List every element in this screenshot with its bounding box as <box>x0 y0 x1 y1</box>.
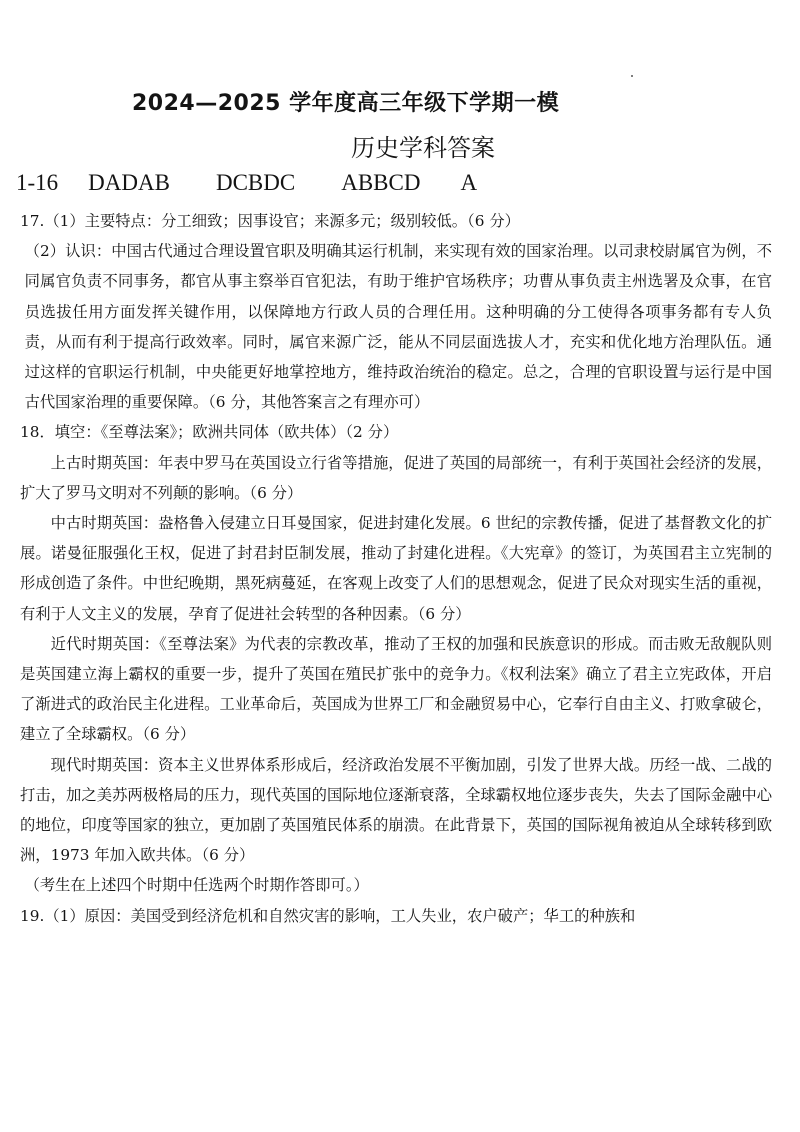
page-title: 2024—2025 学年度高三年级下学期一模 <box>132 91 560 116</box>
mcq-group-3: ABBCD <box>341 170 421 195</box>
answer-content <box>20 206 772 931</box>
q18-medieval: 中古时期英国：盎格鲁入侵建立日耳曼国家，促进封建化发展。6 世纪的宗教传播，促进了基督教文化的扩展。诺曼征服强化王权，促进了封君封臣制发展，推动了封建化进程。《大宪章》的签订，为英国君主立宪制的形成创造了条件。中世纪晚期，黑死病蔓延，在客观上改变了人们的思想观念，促进了民众对现实生活的重视，有利于人文主义的发展，孕育了促进社会转型的各种因素。（6 分） <box>20 514 772 623</box>
mcq-group-2: DCBDC <box>215 170 296 195</box>
q18-ancient: 上古时期英国：年表中罗马在英国设立行省等措施，促进了英国的局部统一，有利于英国社会经济的发展，扩大了罗马文明对不列颠的影响。（6 分） <box>20 453 772 502</box>
q17-part1: 17.（1）主要特点：分工细致；因事设官；来源多元；级别较低。（6 分） <box>20 212 520 230</box>
scan-speck <box>631 75 633 77</box>
q17-part2: （2）认识：中国古代通过合理设置官职及明确其运行机制，来实现有效的国家治理。以司隶校尉属官为例，不同属官负责不同事务，都官从事主察举百官犯法，有助于维护官场秩序；功曹从事负责主州选署及众事，在官员选拔任用方面发挥关键作用，以保障地方行政人员的合理任用。这种明确的分工使得各项事务都有专人负责，从而有利于提高行政效率。同时，属官来源广泛，能从不同层面选拔人才，充实和优化地方治理队伍。通过这样的官职运行机制，中央能更好地掌控地方，维持政治统治的稳定。总之，合理的官职设置与运行是中国古代国家治理的重要保障。（6 分，其他答案言之有理亦可） <box>24 242 772 412</box>
q18-fill: 18．填空：《至尊法案》；欧洲共同体（欧共体）（2 分） <box>20 423 399 442</box>
q19-part1: 19.（1）原因：美国受到经济危机和自然灾害的影响，工人失业，农户破产；华工的种族和 <box>20 906 636 925</box>
page-subtitle: 历史学科答案 <box>351 134 495 162</box>
q18-note: （考生在上述四个时期中任选两个时期作答即可。） <box>24 876 369 895</box>
q18-contemporary: 现代时期英国：资本主义世界体系形成后，经济政治发展不平衡加剧，引发了世界大战。历经一战、二战的打击，加之美苏两极格局的压力，现代英国的国际地位逐渐衰落，全球霸权地位逐步丧失，失去了国际金融中心的地位，印度等国家的独立，更加剧了英国殖民体系的崩溃。在此背景下，英国的国际视角被迫从全球转移到欧洲，1973 年加入欧共体。（6 分） <box>20 755 772 865</box>
mcq-group-1: DADAB <box>88 170 170 195</box>
q18-modern: 近代时期英国：《至尊法案》为代表的宗教改革，推动了王权的加强和民族意识的形成。而击败无敌舰队则是英国建立海上霸权的重要一步，提升了英国在殖民扩张中的竞争力。《权利法案》确立了君主立宪政体，开启了渐进式的政治民主化进程。工业革命后，英国成为世界工厂和金融贸易中心，它奉行自由主义、打败拿破仑，建立了全球霸权。（6 分） <box>20 634 772 744</box>
multiple-choice-answers <box>16 170 477 196</box>
mcq-group-4: A <box>460 170 478 195</box>
mcq-range: 1-16 <box>16 170 59 195</box>
